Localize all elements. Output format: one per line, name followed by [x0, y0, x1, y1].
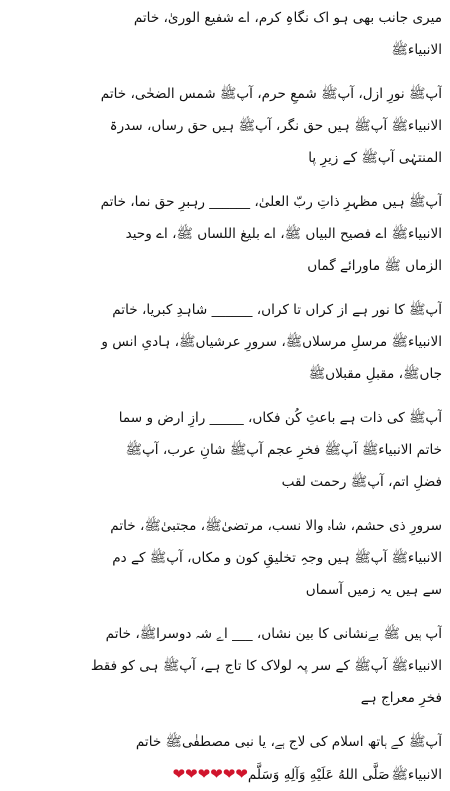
document-body — [4, 0, 442, 783]
closing-text: الانبیاءﷺ — [391, 767, 442, 783]
text-line: الانبیاءﷺ مرسلِ مرسلاںﷺ، سرورِ عرشیاںﷺ، ہادیِ انس و — [101, 334, 442, 350]
paragraph-6 — [4, 510, 442, 606]
text-line: آپﷺ کا نور ہے از کراں تا کراں، ______ شاہدِ کبریا، خاتم — [112, 302, 442, 318]
text-line: الزماں ﷺ ماورائے گماں — [307, 258, 442, 274]
text-line: آپ ہیں ﷺ بےنشانی کا بین نشاں، ___ اے شہ دوسراﷺ، خاتم — [105, 626, 442, 642]
heart-emoji-icon: ❤❤❤❤❤❤ — [172, 765, 248, 783]
text-line: فخرِ معراج ہے — [360, 690, 442, 706]
paragraph-4 — [4, 294, 442, 390]
salutation: صَلَّى اللهُ عَلَيْهِ وَآلِهِ وَسَلَّم — [247, 767, 390, 783]
text-line: الانبیاءﷺ آپﷺ ہیں وجہِ تخلیقِ کون و مکاں، آپﷺ کے دم — [112, 550, 442, 566]
text-line: آپﷺ نورِ ازل، آپﷺ شمعِ حرم، آپﷺ شمس الضحٰی، خاتم — [100, 86, 442, 102]
paragraph-2 — [4, 78, 442, 174]
text-line: آپﷺ کی ذات ہے باعثِ کُن فکاں، _____ رازِ ارض و سما — [118, 410, 442, 426]
text-line: الانبیاءﷺ آپﷺ ہیں حق نگر، آپﷺ ہیں حق رساں، سدرۃ — [109, 118, 442, 134]
paragraph-1 — [4, 0, 442, 66]
closing-line — [4, 758, 442, 790]
text-line: خاتم الانبیاءﷺ آپﷺ فخرِ عجم آپﷺ شانِ عرب، آپﷺ — [125, 442, 442, 458]
text-line: فضلِ اتم، آپﷺ رحمت لقب — [281, 474, 442, 490]
paragraph-5 — [4, 402, 442, 498]
text-line: الانبیاءﷺ اے فصیح البیاں ﷺ، اے بلیغ اللساں ﷺ، اے وحید — [125, 226, 442, 242]
text-line: آپﷺ ہیں مظہرِ ذاتِ ربّ العلیٰ، ______ رہبرِ حق نما، خاتم — [100, 194, 442, 210]
text-line: جاںﷺ، مقبلِ مقبلاںﷺ — [308, 366, 442, 382]
paragraph-3 — [4, 186, 442, 282]
text-line: المنتہٰی آپﷺ کے زیرِ پا — [308, 150, 442, 166]
text-line: آپﷺ کے ہاتھ اسلام کی لاج ہے، یا نبی مصطفٰیﷺ خاتم — [135, 734, 442, 750]
text-line: میری جانب بھی ہو اک نگاہِ کرم، اے شفیع الوریٰ، خاتم — [133, 10, 442, 26]
closing-paragraph — [4, 726, 442, 790]
text-line: الانبیاءﷺ آپﷺ کے سر پہ لولاک کا تاج ہے، آپﷺ ہی کو فقط — [90, 658, 442, 674]
paragraph-7 — [4, 618, 442, 714]
text-line: سرورِ ذی حشم، شاہ والا نسب، مرتضیٰﷺ، مجتبیٰﷺ، خاتم — [110, 518, 442, 534]
text-line: الانبیاءﷺ — [391, 42, 442, 58]
text-line: سے ہیں یہ زمیں آسماں — [305, 582, 442, 598]
